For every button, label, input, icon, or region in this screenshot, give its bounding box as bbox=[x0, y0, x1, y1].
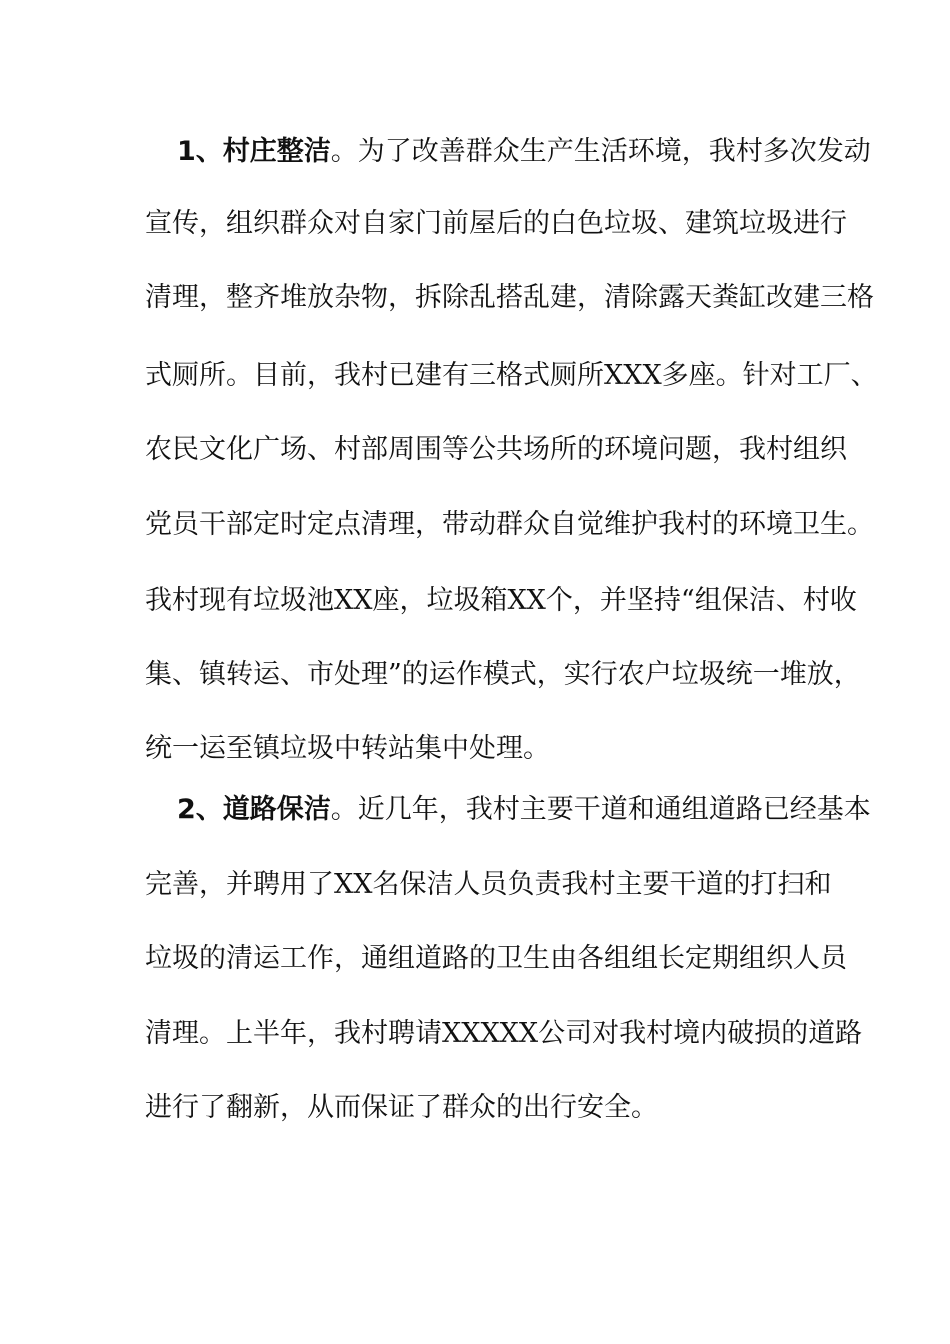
paragraph-2-line-2: 完善，并聘用了XX名保洁人员负责我村主要干道的打扫和 bbox=[145, 869, 832, 900]
paragraph-1-line-7: 我村现有垃圾池XX座，垃圾箱XX个，并坚持“组保洁、村收 bbox=[145, 585, 857, 616]
paragraph-2-text: 。近几年，我村主要干道和通组道路已经基本 bbox=[330, 794, 871, 825]
paragraph-1-line-1 bbox=[177, 132, 871, 172]
paragraph-1-line-8: 集、镇转运、市处理”的运作模式，实行农户垃圾统一堆放， bbox=[145, 659, 861, 690]
paragraph-1-line-2: 宣传，组织群众对自家门前屋后的白色垃圾、建筑垃圾进行 bbox=[145, 208, 847, 239]
paragraph-1-line-5: 农民文化广场、村部周围等公共场所的环境问题，我村组织 bbox=[145, 434, 847, 465]
paragraph-1-text: 。为了改善群众生产生活环境，我村多次发动 bbox=[330, 136, 871, 167]
paragraph-2-heading: 2、道路保洁 bbox=[177, 794, 331, 825]
paragraph-2-line-1 bbox=[177, 790, 871, 830]
paragraph-1-line-6: 党员干部定时定点清理，带动群众自觉维护我村的环境卫生。 bbox=[145, 509, 874, 540]
paragraph-2-line-3: 垃圾的清运工作，通组道路的卫生由各组组长定期组织人员 bbox=[145, 943, 847, 974]
paragraph-1-line-4: 式厕所。目前，我村已建有三格式厕所XXX多座。针对工厂、 bbox=[145, 360, 878, 391]
paragraph-2-line-5: 进行了翻新，从而保证了群众的出行安全。 bbox=[145, 1092, 658, 1123]
paragraph-1-heading: 1、村庄整洁 bbox=[177, 136, 331, 167]
paragraph-1-line-3: 清理，整齐堆放杂物，拆除乱搭乱建，清除露天粪缸改建三格 bbox=[145, 282, 874, 313]
paragraph-2-line-4: 清理。上半年，我村聘请XXXXX公司对我村境内破损的道路 bbox=[145, 1018, 863, 1049]
paragraph-1-line-9: 统一运至镇垃圾中转站集中处理。 bbox=[145, 733, 550, 764]
